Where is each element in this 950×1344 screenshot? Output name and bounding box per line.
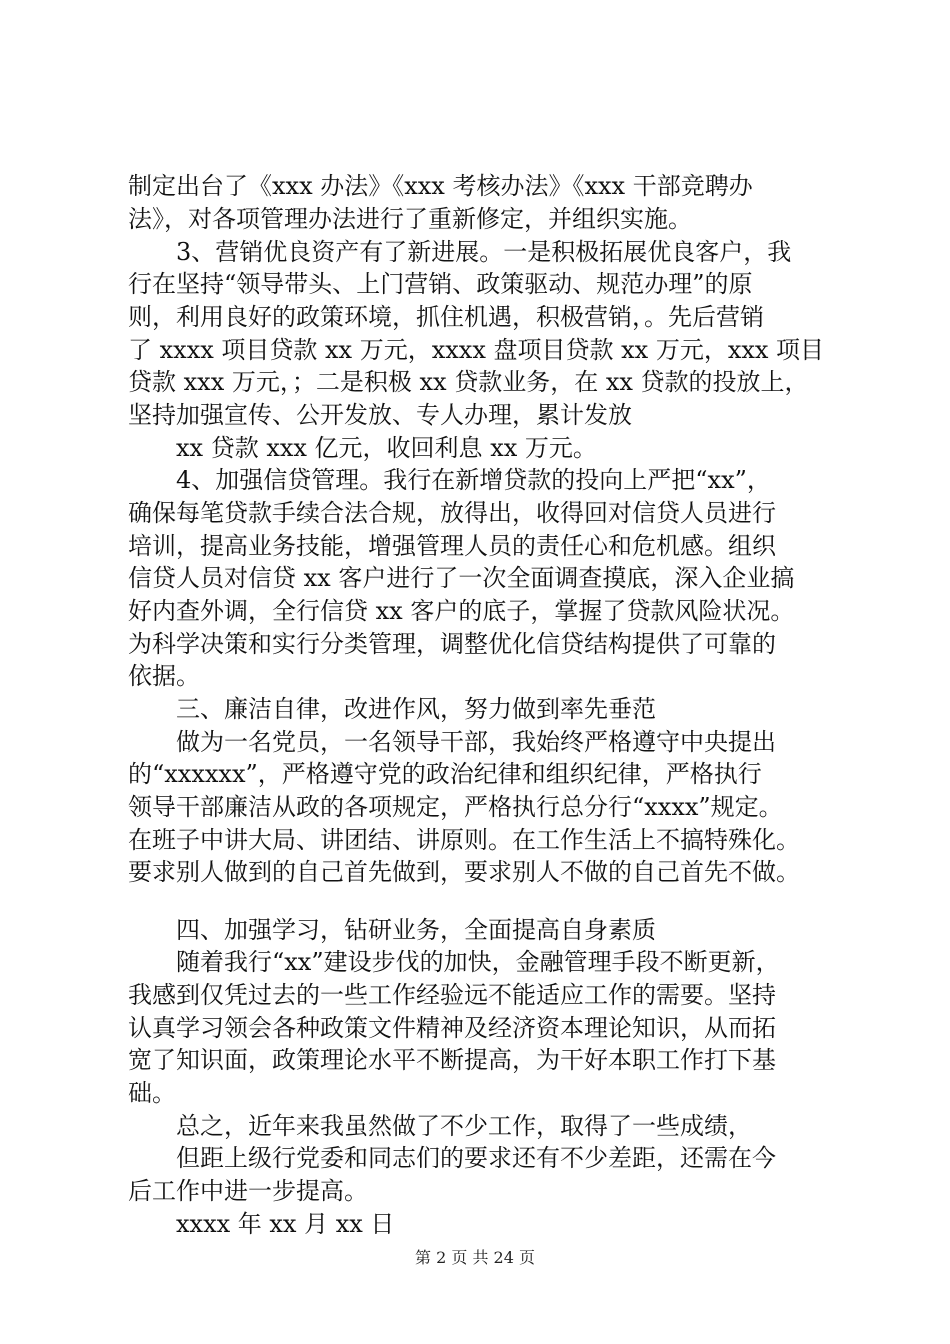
- text-line: 信贷人员对信贷 xx 客户进行了一次全面调查摸底，深入企业搞: [128, 564, 795, 592]
- text-line: 但距上级行党委和同志们的要求还有不少差距，还需在今: [176, 1144, 776, 1172]
- text-line: 依据。: [128, 662, 200, 690]
- text-line: 贷款 xxx 万元，；二是积极 xx 贷款业务，在 xx 贷款的投放上，: [128, 368, 809, 396]
- text-line: 好内查外调，全行信贷 xx 客户的底子，掌握了贷款风险状况。: [128, 597, 795, 625]
- text-line: 4、加强信贷管理。我行在新增贷款的投向上严把“xx”，: [176, 466, 771, 494]
- section-heading: 四、加强学习，钻研业务，全面提高自身素质: [176, 916, 656, 944]
- text-line: 要求别人做到的自己首先做到，要求别人不做的自己首先不做。: [128, 858, 800, 886]
- text-line: 认真学习领会各种政策文件精神及经济资本理论知识，从而拓: [128, 1014, 776, 1042]
- text-line: 的“xxxxxx”，严格遵守党的政治纪律和组织纪律，严格执行: [128, 760, 762, 788]
- text-line: 了 xxxx 项目贷款 xx 万元，xxxx 盘项目贷款 xx 万元，xxx 项目: [128, 336, 825, 364]
- text-line: 随着我行“xx”建设步伐的加快，金融管理手段不断更新，: [176, 948, 780, 976]
- date-line: xxxx 年 xx 月 xx 日: [176, 1210, 395, 1238]
- section-heading: 三、廉洁自律，改进作风，努力做到率先垂范: [176, 695, 656, 723]
- text-line: 培训，提高业务技能，增强管理人员的责任心和危机感。组织: [128, 532, 776, 560]
- text-line: 领导干部廉洁从政的各项规定，严格执行总分行“xxxx”规定。: [128, 793, 783, 821]
- text-line: 础。: [128, 1079, 176, 1107]
- text-line: 行在坚持“领导带头、上门营销、政策驱动、规范办理”的原: [128, 270, 753, 298]
- text-line: 则，利用良好的政策环境，抓住机遇，积极营销，。先后营销: [128, 303, 764, 331]
- text-line: xx 贷款 xxx 亿元，收回利息 xx 万元。: [176, 434, 597, 462]
- text-line: 我感到仅凭过去的一些工作经验远不能适应工作的需要。坚持: [128, 981, 776, 1009]
- text-line: 总之，近年来我虽然做了不少工作，取得了一些成绩，: [176, 1112, 752, 1140]
- text-line: 为科学决策和实行分类管理，调整优化信贷结构提供了可靠的: [128, 630, 776, 658]
- text-line: 做为一名党员，一名领导干部，我始终严格遵守中央提出: [176, 728, 776, 756]
- text-line: 宽了知识面，政策理论水平不断提高，为干好本职工作打下基: [128, 1046, 776, 1074]
- text-line: 后工作中进一步提高。: [128, 1177, 368, 1205]
- text-line: 法》，对各项管理办法进行了重新修定，并组织实施。: [128, 205, 692, 233]
- page-number-footer: 第 2 页 共 24 页: [415, 1248, 535, 1267]
- text-line: 坚持加强宣传、公开发放、专人办理，累计发放: [128, 401, 632, 429]
- text-line: 3、营销优良资产有了新进展。一是积极拓展优良客户，我: [176, 238, 792, 266]
- text-line: 在班子中讲大局、讲团结、讲原则。在工作生活上不搞特殊化。: [128, 826, 800, 854]
- text-line: 制定出台了《xxx 办法》《xxx 考核办法》《xxx 干部竞聘办: [128, 172, 753, 200]
- text-line: 确保每笔贷款手续合法合规，放得出，收得回对信贷人员进行: [128, 499, 776, 527]
